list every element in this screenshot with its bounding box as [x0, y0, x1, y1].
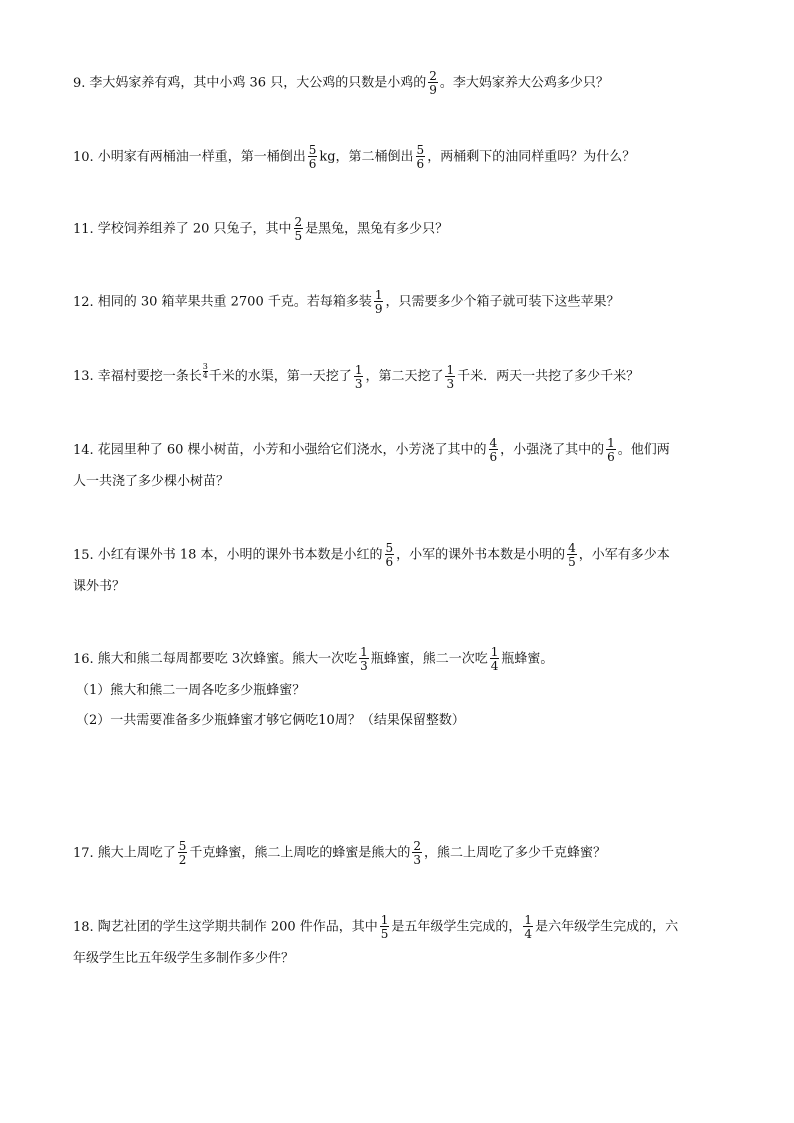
- fraction: $\frac{2}{5}$: [294, 215, 303, 243]
- fraction: $\frac{1}{4}$: [524, 913, 533, 941]
- question-11: 11. 学校饲养组养了 20 只兔子，其中 $\frac{2}{5}$ 是黑兔，黑兔有多少只？: [73, 215, 449, 243]
- fraction: $\frac{1}{3}$: [446, 362, 455, 391]
- question-18-line-2: 年级学生比五年级学生多制作多少件？: [73, 951, 295, 966]
- question-14: 14. 花园里种了 60 棵小树苗，小芳和小强给它们浇水，小芳浇了其中的 $\frac{4}{6}$ ，小强浇了其中的 $\frac{1}{6}$ 。他们两: [73, 436, 670, 464]
- fraction: $\frac{4}{5}$: [568, 541, 576, 569]
- fraction: $\frac{4}{6}$: [489, 436, 498, 464]
- fraction: $\frac{5}{6}$: [385, 541, 394, 569]
- question-14-line-2: 人一共浇了多少棵小树苗？: [73, 474, 230, 489]
- fraction: $\frac{1}{3}$: [354, 362, 363, 391]
- question-10: 10. 小明家有两桶油一样重，第一桶倒出 $\frac{5}{6}$ kg，第二桶倒出 $\frac{5}{6}$ ，两桶剩下的油同样重吗？为什么？: [73, 143, 636, 171]
- question-15: 15. 小红有课外书 18 本，小明的课外书本数是小红的 $\frac{5}{6}$ ，小军的课外书本数是小明的 $\frac{4}{5}$ ，小军有多少本: [73, 541, 670, 569]
- question-15-line-2: 课外书？: [73, 579, 126, 594]
- fraction: $\frac{2}{9}$: [429, 69, 437, 97]
- question-9: 9. 李大妈家养有鸡，其中小鸡 36 只，大公鸡的只数是小鸡的 $\frac{2}{9}$ 。李大妈家养大公鸡多少只？: [73, 69, 609, 97]
- fraction: $\frac{5}{2}$: [178, 839, 187, 867]
- question-16: 16. 熊大和熊二每周都要吃 3次蜂蜜。熊大一次吃 $\frac{1}{3}$ 瓶蜂蜜，熊二一次吃 $\frac{1}{4}$ 瓶蜂蜜。: [73, 645, 554, 673]
- fraction: $\frac{1}{6}$: [607, 436, 615, 464]
- fraction: $\frac{5}{6}$: [308, 143, 317, 171]
- question-18: 18. 陶艺社团的学生这学期共制作 200 件作品，其中 $\frac{1}{5}$ 是五年级学生完成的， $\frac{1}{4}$ 是六年级学生完成的，六: [73, 913, 679, 941]
- question-17: 17. 熊大上周吃了 $\frac{5}{2}$ 千克蜂蜜，熊二上周吃的蜂蜜是熊大的 $\frac{2}{3}$ ，熊二上周吃了多少千克蜂蜜？: [73, 839, 607, 867]
- fraction: $\frac{5}{6}$: [416, 143, 425, 171]
- fraction: $\frac{1}{4}$: [490, 645, 499, 673]
- question-13: 13. 幸福村要挖一条长 $\frac{3}{4}$ 千米的水渠，第一天挖了 $\frac{1}{3}$ ，第二天挖了 $\frac{1}{3}$ 千米．两天一共挖了多少千米？: [73, 362, 640, 391]
- small-fraction: $\frac{3}{4}$: [202, 362, 208, 380]
- fraction: $\frac{1}{3}$: [360, 645, 368, 673]
- fraction: $\frac{1}{9}$: [374, 288, 383, 316]
- question-16-sub-2: （2）一共需要准备多少瓶蜂蜜才够它俩吃10周？（结果保留整数）: [76, 713, 465, 728]
- question-12: 12. 相同的 30 箱苹果共重 2700 千克。若每箱多装 $\frac{1}{9}$ ，只需要多少个箱子就可装下这些苹果？: [73, 288, 620, 316]
- question-16-sub-1: （1）熊大和熊二一周各吃多少瓶蜂蜜？: [76, 683, 306, 698]
- fraction: $\frac{2}{3}$: [413, 839, 421, 867]
- fraction: $\frac{1}{5}$: [380, 913, 389, 941]
